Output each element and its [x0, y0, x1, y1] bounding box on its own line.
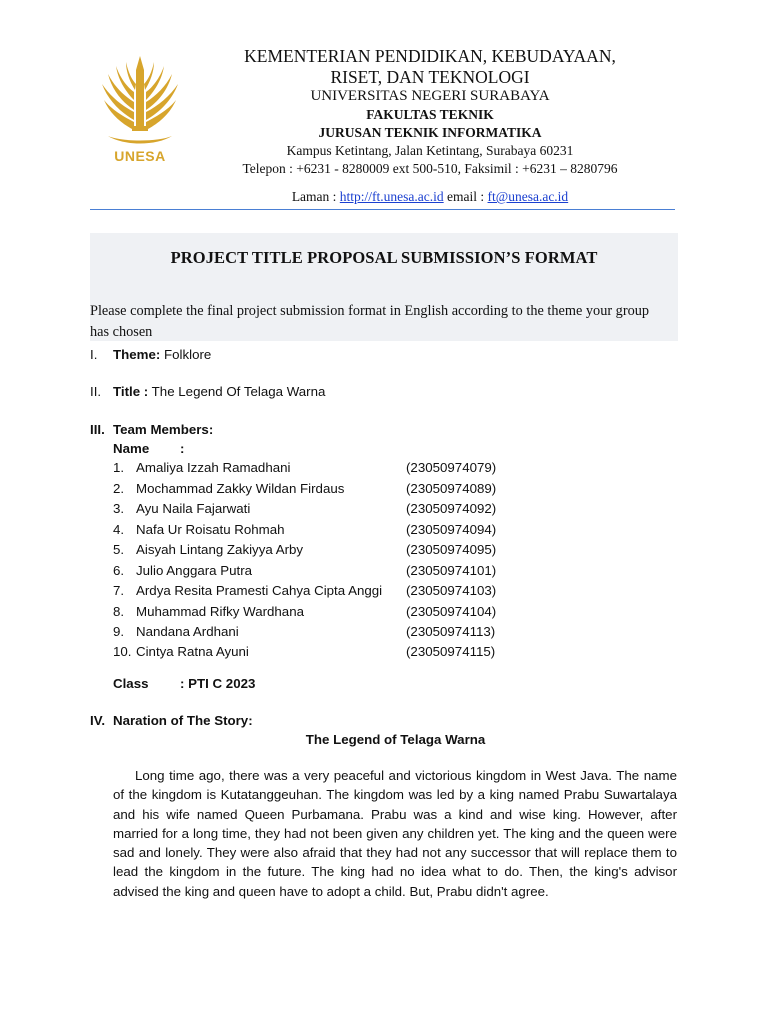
theme-line [113, 346, 211, 363]
letterhead-divider [90, 209, 675, 210]
section-numeral: I. [90, 347, 98, 362]
ministry-line-1: KEMENTERIAN PENDIDIKAN, KEBUDAYAAN, [244, 46, 616, 66]
member-number: 6. [113, 563, 125, 578]
member-id: (23050974092) [406, 501, 497, 516]
member-number: 4. [113, 522, 125, 537]
contact-line [226, 189, 634, 205]
university-name: UNIVERSITAS NEGERI SURABAYA [310, 88, 550, 104]
class-label: Class [113, 676, 149, 691]
unesa-logo [88, 50, 192, 170]
member-name: Cintya Ratna Ayuni [136, 644, 249, 659]
class-value: : PTI C 2023 [180, 676, 256, 691]
member-id: (23050974113) [406, 624, 496, 639]
title-label: Title : [113, 384, 149, 399]
member-number: 9. [113, 624, 125, 639]
email-label: email : [443, 189, 488, 204]
web-label: Laman : [291, 189, 340, 204]
member-name: Mochammad Zakky Wildan Firdaus [136, 481, 345, 496]
section-numeral: II. [90, 384, 102, 399]
member-id: (23050974103) [406, 583, 497, 598]
member-id: (23050974089) [406, 481, 497, 496]
member-number: 7. [113, 583, 125, 598]
section-numeral: III. [90, 422, 105, 437]
story-paragraph: Long time ago, there was a very peaceful and victorious kingdom in West Java. The name of the kingdom is Kutatanggeuhan. The kingdom was led by a king named Prabu Suwartalaya and his wife named Queen Purbamana. Prabu was a kind and wise king. However, after married for a long time, they had not been given any children yet. The king and the queen were sad and lonely. They were also afraid that they had not any successor that will replace them to lead the kingdom in the future. The king had no idea what to do. Then, the king's advisor advised the king and queen have to adopt a child. But, Prabu didn't agree. [113, 768, 677, 899]
member-number: 5. [113, 542, 125, 557]
email-link[interactable]: ft@unesa.ac.id [487, 189, 569, 204]
member-number: 8. [113, 604, 125, 619]
narration-heading: Naration of The Story: [113, 713, 253, 728]
member-number: 10. [113, 644, 132, 659]
title-line [113, 383, 325, 400]
ministry-line-2: RISET, DAN TEKNOLOGI [330, 67, 530, 87]
member-name: Julio Anggara Putra [136, 563, 253, 578]
logo-wordmark: UNESA [114, 148, 166, 164]
story-title: The Legend of Telaga Warna [305, 732, 486, 747]
name-colon: : [180, 441, 185, 456]
member-name: Ardya Resita Pramesti Cahya Cipta Anggi [136, 583, 383, 598]
member-id: (23050974094) [406, 522, 497, 537]
theme-value: Folklore [160, 347, 212, 362]
member-name: Ayu Naila Fajarwati [136, 501, 251, 516]
section-numeral: IV. [90, 713, 106, 728]
address-line: Kampus Ketintang, Jalan Ketintang, Surabaya 60231 [286, 143, 574, 158]
member-id: (23050974079) [406, 460, 497, 475]
team-heading: Team Members: [113, 422, 214, 437]
member-id: (23050974104) [406, 604, 497, 619]
member-number: 2. [113, 481, 125, 496]
member-number: 1. [113, 460, 125, 475]
faculty-name: FAKULTAS TEKNIK [366, 107, 494, 122]
member-name: Amaliya Izzah Ramadhani [136, 460, 291, 475]
title-value: The Legend Of Telaga Warna [148, 384, 326, 399]
web-link[interactable]: http://ft.unesa.ac.id [339, 189, 444, 204]
theme-label: Theme: [113, 347, 161, 362]
member-name: Muhammad Rifky Wardhana [136, 604, 304, 619]
name-label: Name [113, 441, 150, 456]
member-id: (23050974095) [406, 542, 497, 557]
member-number: 3. [113, 501, 125, 516]
department-name: JURUSAN TEKNIK INFORMATIKA [318, 125, 542, 140]
member-name: Nandana Ardhani [136, 624, 239, 639]
member-name: Nafa Ur Roisatu Rohmah [136, 522, 285, 537]
member-id: (23050974115) [406, 644, 496, 659]
phone-line: Telepon : +6231 - 8280009 ext 500-510, Faksimil : +6231 – 8280796 [242, 161, 618, 176]
member-name: Aisyah Lintang Zakiyya Arby [136, 542, 304, 557]
document-title: PROJECT TITLE PROPOSAL SUBMISSION’S FORMAT [170, 248, 598, 267]
member-id: (23050974101) [406, 563, 497, 578]
intro-text: Please complete the final project submission format in English according to the theme your group has chosen [90, 303, 650, 340]
